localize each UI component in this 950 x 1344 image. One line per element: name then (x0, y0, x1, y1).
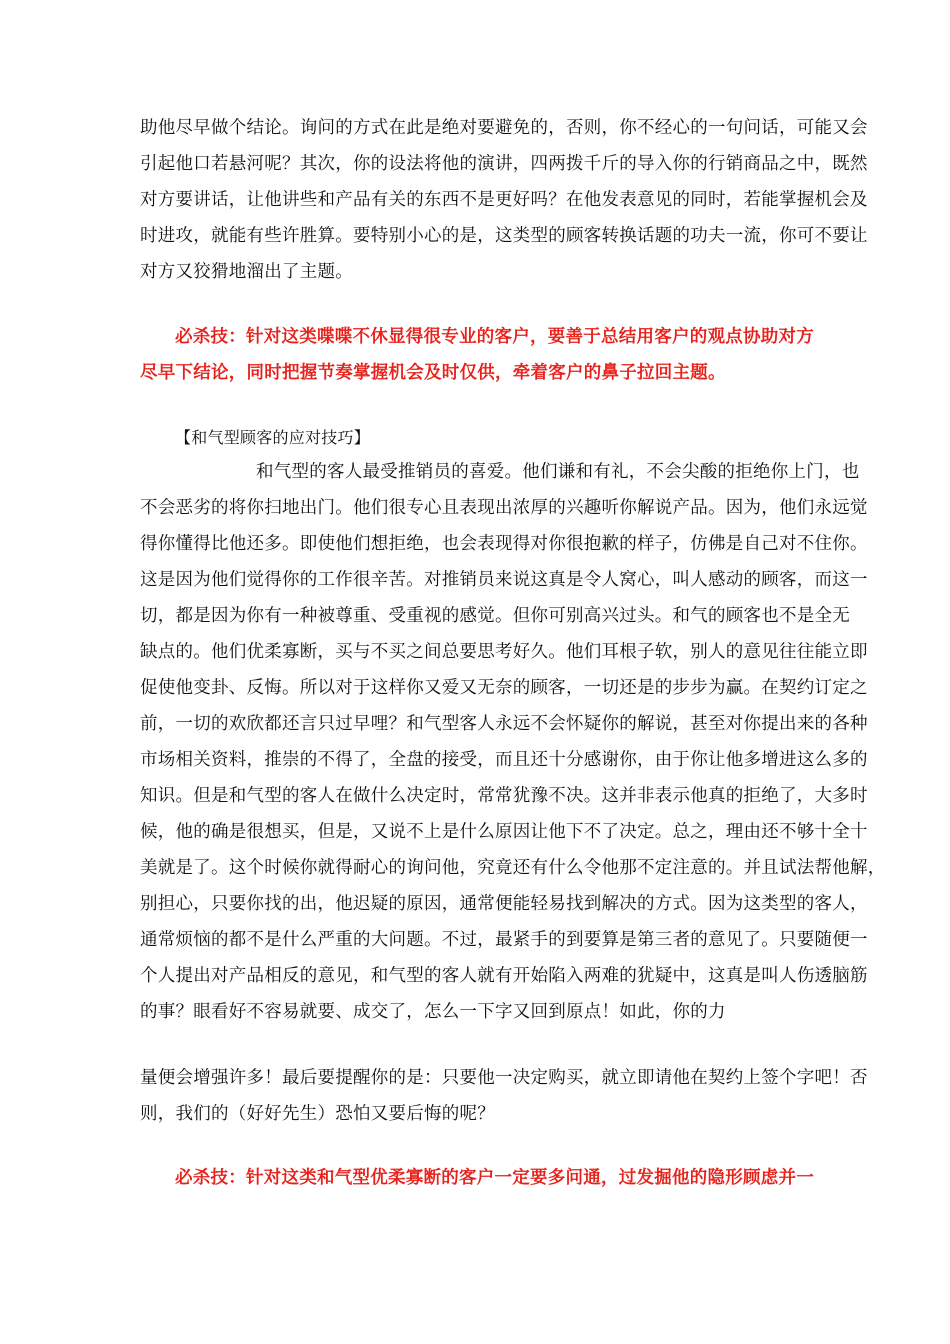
paragraph-line: 时进攻，就能有些许胜算。要特别小心的是，这类型的顾客转换话题的功夫一流，你可不要让 (140, 226, 868, 246)
tip-line: 尽早下结论，同时把握节奏掌握机会及时仅供，牵着客户的鼻子拉回主题。 (140, 363, 726, 383)
paragraph-line: 助他尽早做个结论。询问的方式在此是绝对要避免的，否则，你不经心的一句问话，可能又会 (140, 118, 868, 138)
paragraph-line: 不会恶劣的将你扫地出门。他们很专心且表现出浓厚的兴趣听你解说产品。因为，他们永远觉 (140, 498, 868, 518)
tip-line: 必杀技：针对这类喋喋不休显得很专业的客户，要善于总结用客户的观点协助对方 (175, 327, 814, 347)
section-heading: 【和气型顾客的应对技巧】 (175, 428, 371, 447)
paragraph-line: 的事？眼看好不容易就要、成交了，怎么一下字又回到原点！如此，你的力 (140, 1002, 726, 1022)
paragraph-line: 得你懂得比他还多。即使他们想拒绝，也会表现得对你很抱歉的样子，仿佛是自己对不住你。 (140, 534, 868, 554)
paragraph-line: 通常烦恼的都不是什么严重的大问题。不过，最紧手的到要算是第三者的意见了。只要随便一 (140, 930, 868, 950)
paragraph-line: 个人提出对产品相反的意见，和气型的客人就有开始陷入两难的犹疑中，这真是叫人伤透脑筋 (140, 966, 868, 986)
paragraph-line: 缺点的。他们优柔寡断，买与不买之间总要思考好久。他们耳根子软，别人的意见往往能立即 (140, 642, 868, 662)
tip-line: 必杀技：针对这类和气型优柔寡断的客户一定要多问通，过发掘他的隐形顾虑并一 (175, 1168, 814, 1188)
paragraph-line: 美就是了。这个时候你就得耐心的询问他，究竟还有什么令他那不定注意的。并且试法帮他解， (140, 858, 886, 878)
paragraph-line: 促使他变卦、反悔。所以对于这样你又爱又无奈的顾客，一切还是的步步为赢。在契约订定之 (140, 678, 868, 698)
paragraph-line: 市场相关资料，推崇的不得了，全盘的接受，而且还十分感谢你，由于你让他多增进这么多的 (140, 750, 868, 770)
paragraph-line: 引起他口若悬河呢？其次，你的设法将他的演讲，四两拨千斤的导入你的行销商品之中，既然 (140, 154, 868, 174)
paragraph-line: 前，一切的欢欣都还言只过早哩？和气型客人永远不会怀疑你的解说，甚至对你提出来的各种 (140, 714, 868, 734)
paragraph-line: 对方又狡猾地溜出了主题。 (140, 262, 353, 282)
paragraph-line: 量便会增强许多！最后要提醒你的是：只要他一决定购买，就立即请他在契约上签个字吧！否 (140, 1068, 868, 1088)
paragraph-line: 这是因为他们觉得你的工作很辛苦。对推销员来说这真是令人窝心，叫人感动的顾客，而这一 (140, 570, 868, 590)
paragraph-line: 和气型的客人最受推销员的喜爱。他们谦和有礼，不会尖酸的拒绝你上门，也 (256, 462, 860, 482)
paragraph-line: 别担心，只要你找的出，他迟疑的原因，通常便能轻易找到解决的方式。因为这类型的客人， (140, 894, 868, 914)
paragraph-line: 则，我们的（好好先生）恐怕又要后悔的呢？ (140, 1104, 495, 1124)
paragraph-line: 知识。但是和气型的客人在做什么决定时，常常犹豫不决。这并非表示他真的拒绝了，大多时 (140, 786, 868, 806)
paragraph-line: 切，都是因为你有一种被尊重、受重视的感觉。但你可别高兴过头。和气的顾客也不是全无 (140, 606, 850, 626)
paragraph-line: 候，他的确是很想买，但是，又说不上是什么原因让他下不了决定。总之，理由还不够十全十 (140, 822, 868, 842)
paragraph-line: 对方要讲话，让他讲些和产品有关的东西不是更好吗？在他发表意见的同时，若能掌握机会及 (140, 190, 868, 210)
